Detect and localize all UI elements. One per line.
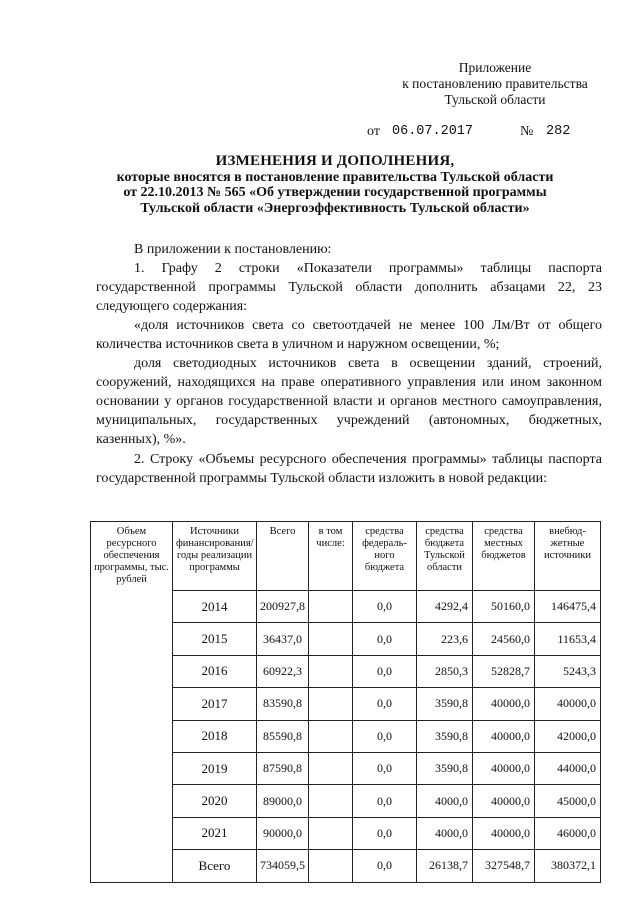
federal-cell: 0,0 bbox=[353, 688, 417, 720]
year-cell: 2021 bbox=[173, 817, 257, 849]
regional-cell: 2850,3 bbox=[417, 655, 473, 687]
annex-line: к постановлению правительства bbox=[402, 76, 588, 91]
extra-cell: 46000,0 bbox=[535, 817, 601, 849]
local-cell: 24560,0 bbox=[473, 623, 535, 655]
regional-cell: 3590,8 bbox=[417, 688, 473, 720]
header-cell: средства федераль-ного бюджета bbox=[353, 522, 417, 591]
extra-cell: 45000,0 bbox=[535, 785, 601, 817]
empty-cell bbox=[309, 850, 353, 882]
empty-cell bbox=[309, 817, 353, 849]
federal-cell: 0,0 bbox=[353, 850, 417, 882]
annex-line: Тульской области bbox=[444, 92, 546, 107]
year-cell: 2017 bbox=[173, 688, 257, 720]
empty-cell bbox=[309, 623, 353, 655]
paragraph-1: 1. Графу 2 строки «Показатели программы» таблицы паспорта государственной программы Тульской области дополнить абзацами 22, 23 следующего содержания: bbox=[96, 261, 602, 314]
federal-cell: 0,0 bbox=[353, 720, 417, 752]
header-cell: Источники финансирования/ годы реализации программы bbox=[173, 522, 257, 591]
title-line: которые вносятся в постановление правительства Тульской области bbox=[116, 169, 554, 185]
year-cell: 2015 bbox=[173, 623, 257, 655]
resource-label-cell: Объем ресурсного обеспечения программы, тыс. рублей bbox=[91, 522, 173, 883]
local-cell: 40000,0 bbox=[473, 817, 535, 849]
year-cell: 2020 bbox=[173, 785, 257, 817]
number-label: № bbox=[520, 124, 534, 139]
header-cell: внебюд-жетные источники bbox=[535, 522, 601, 591]
empty-cell bbox=[309, 591, 353, 623]
title-line: от 22.10.2013 № 565 «Об утверждении государственной программы bbox=[123, 185, 547, 200]
extra-cell: 380372,1 bbox=[535, 850, 601, 882]
extra-cell: 11653,4 bbox=[535, 623, 601, 655]
header-cell: средства местных бюджетов bbox=[473, 522, 535, 591]
local-cell: 40000,0 bbox=[473, 720, 535, 752]
year-cell: 2019 bbox=[173, 752, 257, 784]
title-line: ИЗМЕНЕНИЯ И ДОПОЛНЕНИЯ, bbox=[215, 153, 455, 169]
local-cell: 40000,0 bbox=[473, 688, 535, 720]
regional-cell: 3590,8 bbox=[417, 720, 473, 752]
financing-table bbox=[90, 521, 601, 883]
annex-line: Приложение bbox=[458, 60, 532, 75]
header-cell: в том числе: bbox=[309, 522, 353, 591]
total-cell: 87590,8 bbox=[257, 752, 309, 784]
total-cell: 200927,8 bbox=[257, 591, 309, 623]
extra-cell: 5243,3 bbox=[535, 655, 601, 687]
decree-number: 282 bbox=[546, 124, 571, 139]
year-cell: 2014 bbox=[173, 591, 257, 623]
year-cell: Всего bbox=[173, 850, 257, 882]
total-cell: 90000,0 bbox=[257, 817, 309, 849]
year-cell: 2016 bbox=[173, 655, 257, 687]
header-cell: средства бюджета Тульской области bbox=[417, 522, 473, 591]
regional-cell: 223,6 bbox=[417, 623, 473, 655]
quote-paragraph-1: «доля источников света со светоотдачей не менее 100 Лм/Вт от общего количества источников света в уличном и наружном освещении, %; bbox=[96, 318, 602, 352]
regional-cell: 3590,8 bbox=[417, 752, 473, 784]
total-cell: 83590,8 bbox=[257, 688, 309, 720]
total-cell: 36437,0 bbox=[257, 623, 309, 655]
federal-cell: 0,0 bbox=[353, 623, 417, 655]
header-cell: Всего bbox=[257, 522, 309, 591]
table-header-row bbox=[91, 522, 601, 591]
regional-cell: 4292,4 bbox=[417, 591, 473, 623]
regional-cell: 26138,7 bbox=[417, 850, 473, 882]
federal-cell: 0,0 bbox=[353, 817, 417, 849]
total-cell: 734059,5 bbox=[257, 850, 309, 882]
paragraph-2: 2. Строку «Объемы ресурсного обеспечения программы» таблицы паспорта государственной программы Тульской области изложить в новой редакции: bbox=[96, 452, 602, 486]
extra-cell: 44000,0 bbox=[535, 752, 601, 784]
decree-date: 06.07.2017 bbox=[392, 124, 474, 139]
total-cell: 60922,3 bbox=[257, 655, 309, 687]
empty-cell bbox=[309, 655, 353, 687]
date-label: от bbox=[367, 124, 380, 139]
federal-cell: 0,0 bbox=[353, 591, 417, 623]
federal-cell: 0,0 bbox=[353, 752, 417, 784]
local-cell: 40000,0 bbox=[473, 752, 535, 784]
empty-cell bbox=[309, 720, 353, 752]
federal-cell: 0,0 bbox=[353, 785, 417, 817]
local-cell: 327548,7 bbox=[473, 850, 535, 882]
empty-cell bbox=[309, 752, 353, 784]
extra-cell: 146475,4 bbox=[535, 591, 601, 623]
document-title bbox=[80, 154, 590, 216]
title-line: Тульской области «Энергоэффективность Тульской области» bbox=[140, 200, 530, 216]
empty-cell bbox=[309, 688, 353, 720]
total-cell: 89000,0 bbox=[257, 785, 309, 817]
extra-cell: 42000,0 bbox=[535, 720, 601, 752]
regional-cell: 4000,0 bbox=[417, 817, 473, 849]
extra-cell: 40000,0 bbox=[535, 688, 601, 720]
federal-cell: 0,0 bbox=[353, 655, 417, 687]
regional-cell: 4000,0 bbox=[417, 785, 473, 817]
total-cell: 85590,8 bbox=[257, 720, 309, 752]
local-cell: 40000,0 bbox=[473, 785, 535, 817]
local-cell: 52828,7 bbox=[473, 655, 535, 687]
intro-paragraph: В приложении к постановлению: bbox=[134, 242, 332, 257]
local-cell: 50160,0 bbox=[473, 591, 535, 623]
empty-cell bbox=[309, 785, 353, 817]
annex-header bbox=[380, 60, 610, 108]
quote-paragraph-2: доля светодиодных источников света в освещении зданий, строений, сооружений, находящихся на праве оперативного управления или ином законном основании у органов государственной власти и органов местного самоуправления, муниципальных, государственных учреждений (автономных, бюджетных, казенных), %». bbox=[96, 356, 602, 447]
year-cell: 2018 bbox=[173, 720, 257, 752]
